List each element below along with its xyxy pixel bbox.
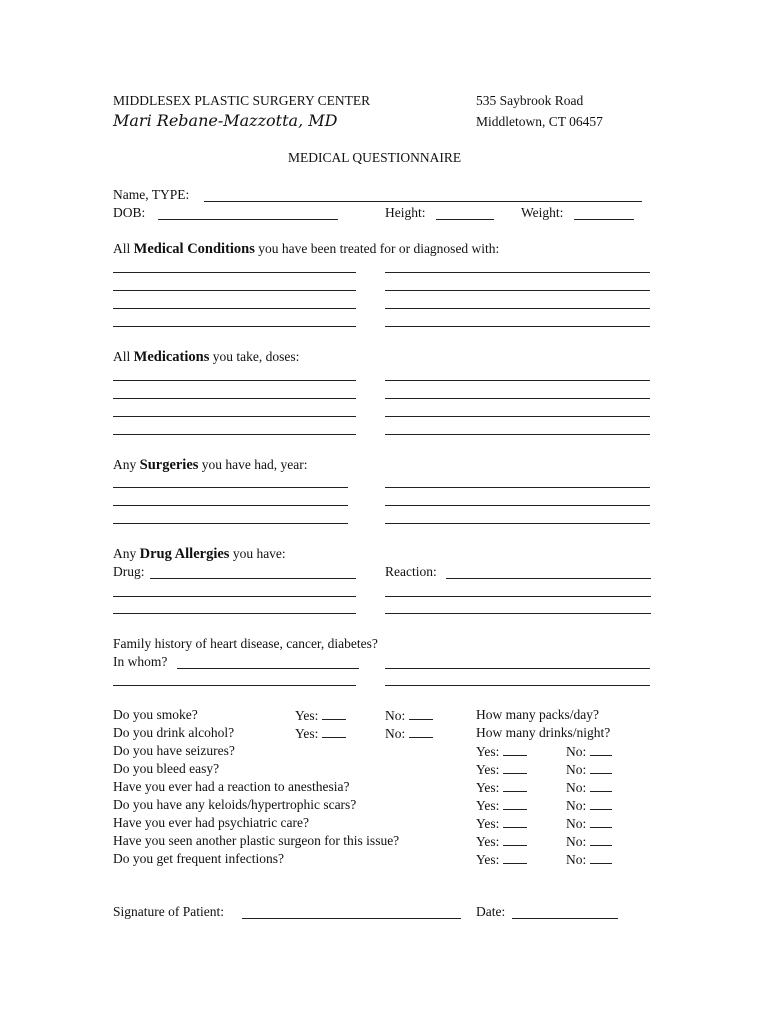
address-line2: Middletown, CT 06457 xyxy=(476,114,603,129)
answer-no-blank[interactable] xyxy=(590,743,612,756)
answer-yes-label: Yes: xyxy=(476,762,500,777)
surgeries-bold: Surgeries xyxy=(139,457,199,473)
medications-line[interactable] xyxy=(385,398,650,399)
answer-yes-blank[interactable] xyxy=(503,815,527,828)
answer-no-blank[interactable] xyxy=(590,851,612,864)
allergies-line[interactable] xyxy=(385,613,651,614)
alcohol-yes-label: Yes: xyxy=(295,726,319,741)
dob-field[interactable] xyxy=(158,219,338,220)
answer-yes-label: Yes: xyxy=(476,798,500,813)
height-field[interactable] xyxy=(436,219,494,220)
answer-yes-label: Yes: xyxy=(476,852,500,867)
medications-heading xyxy=(113,349,299,365)
answer-no-blank[interactable] xyxy=(590,797,612,810)
conditions-line[interactable] xyxy=(113,272,356,273)
answer-no-label: No: xyxy=(566,762,587,777)
allergies-prefix: Any xyxy=(113,546,137,561)
surgeries-line[interactable] xyxy=(385,505,650,506)
keloids-no[interactable] xyxy=(566,797,612,814)
packs-question: How many packs/day? xyxy=(476,707,599,722)
name-label: Name, TYPE: xyxy=(113,187,190,202)
surgeries-line[interactable] xyxy=(113,487,348,488)
conditions-line[interactable] xyxy=(385,290,650,291)
psychiatric-no[interactable] xyxy=(566,815,612,832)
signature-field[interactable] xyxy=(242,918,461,919)
smoke-yes-label: Yes: xyxy=(295,708,319,723)
answer-no-label: No: xyxy=(566,834,587,849)
answer-yes-blank[interactable] xyxy=(503,797,527,810)
allergies-line[interactable] xyxy=(113,596,356,597)
answer-yes-blank[interactable] xyxy=(503,761,527,774)
surgeries-line[interactable] xyxy=(385,523,650,524)
surgeries-suffix: you have had, year: xyxy=(201,457,308,472)
conditions-suffix: you have been treated for or diagnosed with: xyxy=(258,241,500,256)
answer-yes-blank[interactable] xyxy=(503,851,527,864)
medications-line[interactable] xyxy=(113,398,356,399)
whom-field[interactable] xyxy=(177,668,359,669)
question-psychiatric: Have you ever had psychiatric care? xyxy=(113,815,310,830)
medications-line[interactable] xyxy=(113,416,356,417)
allergies-line[interactable] xyxy=(113,613,356,614)
answer-yes-label: Yes: xyxy=(476,816,500,831)
answer-no-label: No: xyxy=(566,744,587,759)
answer-yes-blank[interactable] xyxy=(503,779,527,792)
surgeries-line[interactable] xyxy=(113,505,348,506)
conditions-line[interactable] xyxy=(385,326,650,327)
conditions-heading xyxy=(113,241,499,257)
doctor-name: Mari Rebane-Mazzotta, MD xyxy=(113,111,338,130)
medications-suffix: you take, doses: xyxy=(212,349,300,364)
conditions-bold: Medical Conditions xyxy=(133,241,255,257)
smoke-yes-blank[interactable] xyxy=(322,707,346,720)
conditions-line[interactable] xyxy=(385,308,650,309)
anesthesia-no[interactable] xyxy=(566,779,612,796)
reaction-label: Reaction: xyxy=(385,564,437,579)
answer-no-blank[interactable] xyxy=(590,779,612,792)
allergies-bold: Drug Allergies xyxy=(139,546,230,562)
name-field[interactable] xyxy=(204,201,642,202)
family-line[interactable] xyxy=(385,685,650,686)
alcohol-yes-blank[interactable] xyxy=(322,725,346,738)
dob-label: DOB: xyxy=(113,205,146,220)
alcohol-no[interactable] xyxy=(385,725,433,742)
answer-no-blank[interactable] xyxy=(590,833,612,846)
weight-field[interactable] xyxy=(574,219,634,220)
alcohol-yes[interactable] xyxy=(295,725,346,742)
conditions-line[interactable] xyxy=(113,326,356,327)
medications-line[interactable] xyxy=(385,434,650,435)
other-surgeon-yes[interactable] xyxy=(476,833,527,850)
conditions-line[interactable] xyxy=(113,290,356,291)
answer-yes-label: Yes: xyxy=(476,744,500,759)
answer-yes-blank[interactable] xyxy=(503,743,527,756)
infections-yes[interactable] xyxy=(476,851,527,868)
question-infections: Do you get frequent infections? xyxy=(113,851,284,866)
answer-yes-label: Yes: xyxy=(476,834,500,849)
question-keloids: Do you have any keloids/hypertrophic scars? xyxy=(113,797,357,812)
medications-prefix: All xyxy=(113,349,131,364)
alcohol-question: Do you drink alcohol? xyxy=(113,725,235,740)
surgeries-line[interactable] xyxy=(385,487,650,488)
psychiatric-yes[interactable] xyxy=(476,815,527,832)
drinks-question: How many drinks/night? xyxy=(476,725,611,740)
seizures-no[interactable] xyxy=(566,743,612,760)
date-field[interactable] xyxy=(512,918,618,919)
allergies-heading xyxy=(113,546,286,562)
other-surgeon-no[interactable] xyxy=(566,833,612,850)
medications-line[interactable] xyxy=(385,416,650,417)
surgeries-heading xyxy=(113,457,308,473)
answer-no-label: No: xyxy=(566,798,587,813)
question-seizures: Do you have seizures? xyxy=(113,743,235,758)
family-line[interactable] xyxy=(385,668,650,669)
bleed-yes[interactable] xyxy=(476,761,527,778)
answer-no-label: No: xyxy=(566,780,587,795)
allergies-line[interactable] xyxy=(385,596,651,597)
drug-label: Drug: xyxy=(113,564,145,579)
surgeries-prefix: Any xyxy=(113,457,137,472)
answer-yes-label: Yes: xyxy=(476,780,500,795)
conditions-line[interactable] xyxy=(385,272,650,273)
answer-no-label: No: xyxy=(566,816,587,831)
anesthesia-yes[interactable] xyxy=(476,779,527,796)
smoke-no[interactable] xyxy=(385,707,433,724)
question-other-surgeon: Have you seen another plastic surgeon for this issue? xyxy=(113,833,400,848)
smoke-no-blank[interactable] xyxy=(409,707,433,720)
conditions-prefix: All xyxy=(113,241,131,256)
family-line[interactable] xyxy=(113,685,356,686)
medications-line[interactable] xyxy=(113,380,356,381)
whom-label: In whom? xyxy=(113,654,168,669)
signature-label: Signature of Patient: xyxy=(113,904,224,919)
seizures-yes[interactable] xyxy=(476,743,527,760)
alcohol-no-label: No: xyxy=(385,726,406,741)
surgeries-line[interactable] xyxy=(113,523,348,524)
answer-no-label: No: xyxy=(566,852,587,867)
weight-label: Weight: xyxy=(521,205,564,220)
answer-no-blank[interactable] xyxy=(590,761,612,774)
address-line1: 535 Saybrook Road xyxy=(476,93,584,108)
date-label: Date: xyxy=(476,904,506,919)
medications-line[interactable] xyxy=(385,380,650,381)
answer-no-blank[interactable] xyxy=(590,815,612,828)
reaction-field[interactable] xyxy=(446,578,651,579)
smoke-no-label: No: xyxy=(385,708,406,723)
question-bleed: Do you bleed easy? xyxy=(113,761,220,776)
medications-line[interactable] xyxy=(113,434,356,435)
family-question: Family history of heart disease, cancer, diabetes? xyxy=(113,636,378,651)
drug-field[interactable] xyxy=(150,578,356,579)
bleed-no[interactable] xyxy=(566,761,612,778)
conditions-line[interactable] xyxy=(113,308,356,309)
height-label: Height: xyxy=(385,205,426,220)
page-title: MEDICAL QUESTIONNAIRE xyxy=(288,150,462,165)
keloids-yes[interactable] xyxy=(476,797,527,814)
medications-bold: Medications xyxy=(133,349,210,365)
smoke-question: Do you smoke? xyxy=(113,707,198,722)
alcohol-no-blank[interactable] xyxy=(409,725,433,738)
allergies-suffix: you have: xyxy=(232,546,286,561)
infections-no[interactable] xyxy=(566,851,612,868)
answer-yes-blank[interactable] xyxy=(503,833,527,846)
question-anesthesia: Have you ever had a reaction to anesthesia? xyxy=(113,779,350,794)
smoke-yes[interactable] xyxy=(295,707,346,724)
center-name: MIDDLESEX PLASTIC SURGERY CENTER xyxy=(113,93,371,108)
